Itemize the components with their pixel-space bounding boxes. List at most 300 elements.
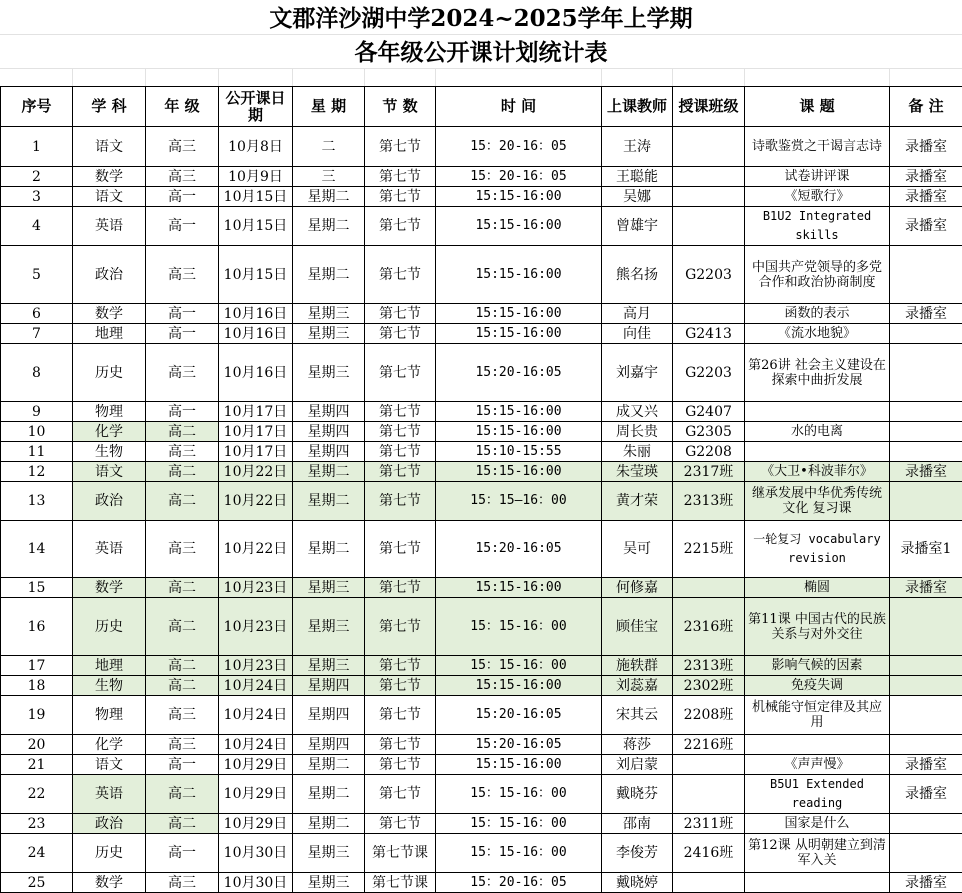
cell-grade: 高二 (146, 775, 219, 814)
cell-subject: 英语 (73, 775, 146, 814)
table-row (1, 598, 962, 656)
header-no: 序号 (1, 87, 73, 127)
table-row (1, 207, 962, 246)
cell-period: 第七节 (365, 442, 436, 462)
cell-teacher: 王涛 (602, 127, 673, 167)
cell-topic: 《大卫•科波菲尔》 (745, 462, 890, 482)
cell-note (890, 676, 962, 696)
cell-date: 10月24日 (219, 676, 293, 696)
cell-time: 15:15-16:00 (436, 207, 602, 246)
cell-period: 第七节 (365, 735, 436, 755)
cell-weekday: 星期三 (293, 598, 365, 656)
cell-no: 1 (1, 127, 73, 167)
cell-weekday: 星期三 (293, 304, 365, 324)
cell-topic (745, 442, 890, 462)
cell-grade: 高一 (146, 402, 219, 422)
cell-subject: 化学 (73, 735, 146, 755)
cell-time: 15:15-16:00 (436, 324, 602, 344)
cell-teacher: 朱莹瑛 (602, 462, 673, 482)
cell-topic: 免疫失调 (745, 676, 890, 696)
cell-date: 10月9日 (219, 167, 293, 187)
cell-weekday: 星期二 (293, 187, 365, 207)
cell-topic: 《流水地貌》 (745, 324, 890, 344)
cell-date: 10月24日 (219, 735, 293, 755)
cell-date: 10月30日 (219, 873, 293, 893)
cell-note (890, 598, 962, 656)
cell-note: 录播室1 (890, 521, 962, 578)
cell-grade: 高二 (146, 814, 219, 834)
cell-period: 第七节 (365, 462, 436, 482)
cell-teacher: 戴晓婷 (602, 873, 673, 893)
cell-date: 10月29日 (219, 814, 293, 834)
cell-date: 10月15日 (219, 246, 293, 304)
cell-weekday: 星期四 (293, 442, 365, 462)
cell-date: 10月17日 (219, 442, 293, 462)
cell-grade: 高一 (146, 304, 219, 324)
cell-period: 第七节 (365, 167, 436, 187)
cell-time: 15:15-16:00 (436, 462, 602, 482)
table-row (1, 304, 962, 324)
cell-weekday: 星期三 (293, 873, 365, 893)
cell-weekday: 星期二 (293, 775, 365, 814)
cell-period: 第七节课 (365, 834, 436, 873)
cell-teacher: 吴娜 (602, 187, 673, 207)
table-row (1, 462, 962, 482)
cell-no: 9 (1, 402, 73, 422)
cell-grade: 高二 (146, 422, 219, 442)
cell-teacher: 吴可 (602, 521, 673, 578)
cell-teacher: 宋其云 (602, 696, 673, 735)
cell-note (890, 402, 962, 422)
cell-topic (745, 402, 890, 422)
cell-grade: 高三 (146, 246, 219, 304)
cell-grade: 高一 (146, 324, 219, 344)
cell-time: 15：20-16：05 (436, 873, 602, 893)
header-grade: 年 级 (146, 87, 219, 127)
cell-teacher: 王聪能 (602, 167, 673, 187)
cell-period: 第七节 (365, 402, 436, 422)
cell-weekday: 三 (293, 167, 365, 187)
table-row (1, 834, 962, 873)
cell-class: G2413 (673, 324, 745, 344)
cell-subject: 数学 (73, 167, 146, 187)
table-row (1, 246, 962, 304)
cell-note (890, 422, 962, 442)
cell-weekday: 星期二 (293, 814, 365, 834)
cell-subject: 数学 (73, 873, 146, 893)
cell-note (890, 442, 962, 462)
cell-topic: 影响气候的因素 (745, 656, 890, 676)
table-row (1, 521, 962, 578)
cell-no: 23 (1, 814, 73, 834)
cell-period: 第七节 (365, 127, 436, 167)
cell-topic: 函数的表示 (745, 304, 890, 324)
cell-period: 第七节 (365, 598, 436, 656)
cell-date: 10月30日 (219, 834, 293, 873)
table-row (1, 422, 962, 442)
cell-note: 录播室 (890, 775, 962, 814)
cell-no: 13 (1, 482, 73, 521)
cell-no: 12 (1, 462, 73, 482)
cell-period: 第七节 (365, 324, 436, 344)
cell-topic: 继承发展中华优秀传统文化 复习课 (745, 482, 890, 521)
cell-teacher: 何修嘉 (602, 578, 673, 598)
cell-teacher: 蒋莎 (602, 735, 673, 755)
cell-note (890, 482, 962, 521)
cell-period: 第七节 (365, 422, 436, 442)
cell-time: 15:15-16:00 (436, 402, 602, 422)
cell-no: 11 (1, 442, 73, 462)
cell-class: G2305 (673, 422, 745, 442)
header-teacher: 上课教师 (602, 87, 673, 127)
cell-teacher: 刘嘉宇 (602, 344, 673, 402)
cell-class (673, 304, 745, 324)
cell-date: 10月8日 (219, 127, 293, 167)
cell-subject: 数学 (73, 304, 146, 324)
table-body (1, 127, 962, 893)
cell-grade: 高三 (146, 735, 219, 755)
cell-grade: 高二 (146, 578, 219, 598)
table-row (1, 482, 962, 521)
cell-teacher: 曾雄宇 (602, 207, 673, 246)
cell-subject: 数学 (73, 578, 146, 598)
cell-class: 2317班 (673, 462, 745, 482)
cell-subject: 语文 (73, 755, 146, 775)
cell-subject: 生物 (73, 676, 146, 696)
cell-topic: 《短歌行》 (745, 187, 890, 207)
cell-teacher: 刘蕊嘉 (602, 676, 673, 696)
cell-subject: 英语 (73, 521, 146, 578)
sheet-title: 文郡洋沙湖中学2024~2025学年上学期 (0, 2, 962, 36)
cell-date: 10月23日 (219, 578, 293, 598)
cell-subject: 英语 (73, 207, 146, 246)
cell-date: 10月15日 (219, 187, 293, 207)
cell-no: 8 (1, 344, 73, 402)
table-row (1, 442, 962, 462)
table-row (1, 775, 962, 814)
cell-time: 15:10-15:55 (436, 442, 602, 462)
table-row (1, 402, 962, 422)
cell-period: 第七节 (365, 676, 436, 696)
cell-teacher: 邵南 (602, 814, 673, 834)
cell-topic: 机械能守恒定律及其应用 (745, 696, 890, 735)
cell-time: 15:15-16:00 (436, 304, 602, 324)
cell-note: 录播室 (890, 873, 962, 893)
cell-subject: 历史 (73, 344, 146, 402)
cell-class: 2215班 (673, 521, 745, 578)
cell-teacher: 朱丽 (602, 442, 673, 462)
cell-subject: 物理 (73, 402, 146, 422)
cell-grade: 高三 (146, 344, 219, 402)
cell-subject: 政治 (73, 246, 146, 304)
cell-topic: 中国共产党领导的多党合作和政治协商制度 (745, 246, 890, 304)
cell-no: 14 (1, 521, 73, 578)
cell-topic: 第26讲 社会主义建设在探索中曲折发展 (745, 344, 890, 402)
cell-note (890, 735, 962, 755)
table-row (1, 735, 962, 755)
cell-period: 第七节 (365, 755, 436, 775)
cell-note: 录播室 (890, 755, 962, 775)
cell-note (890, 696, 962, 735)
cell-no: 3 (1, 187, 73, 207)
cell-weekday: 星期三 (293, 834, 365, 873)
cell-grade: 高一 (146, 834, 219, 873)
cell-class (673, 127, 745, 167)
cell-date: 10月16日 (219, 304, 293, 324)
cell-class (673, 775, 745, 814)
cell-weekday: 星期二 (293, 207, 365, 246)
cell-weekday: 星期三 (293, 344, 365, 402)
cell-class: G2208 (673, 442, 745, 462)
cell-topic: 第12课 从明朝建立到清军入关 (745, 834, 890, 873)
cell-time: 15：15—16：00 (436, 482, 602, 521)
cell-class: 2216班 (673, 735, 745, 755)
cell-grade: 高一 (146, 207, 219, 246)
cell-subject: 历史 (73, 598, 146, 656)
cell-no: 22 (1, 775, 73, 814)
cell-time: 15:20-16:05 (436, 735, 602, 755)
cell-topic: 一轮复习 vocabulary revision (745, 521, 890, 578)
cell-grade: 高三 (146, 442, 219, 462)
header-time: 时 间 (436, 87, 602, 127)
schedule-table (0, 86, 962, 893)
cell-no: 2 (1, 167, 73, 187)
cell-topic: 椭圆 (745, 578, 890, 598)
cell-note (890, 834, 962, 873)
cell-class (673, 207, 745, 246)
table-row (1, 324, 962, 344)
table-row (1, 656, 962, 676)
header-period: 节 数 (365, 87, 436, 127)
cell-period: 第七节 (365, 344, 436, 402)
cell-time: 15：15-16：00 (436, 598, 602, 656)
cell-subject: 语文 (73, 127, 146, 167)
cell-grade: 高三 (146, 696, 219, 735)
cell-subject: 地理 (73, 656, 146, 676)
cell-date: 10月29日 (219, 755, 293, 775)
cell-grade: 高三 (146, 873, 219, 893)
header-weekday: 星 期 (293, 87, 365, 127)
table-row (1, 187, 962, 207)
cell-no: 17 (1, 656, 73, 676)
cell-subject: 政治 (73, 482, 146, 521)
cell-no: 25 (1, 873, 73, 893)
cell-weekday: 星期二 (293, 462, 365, 482)
cell-no: 18 (1, 676, 73, 696)
cell-period: 第七节 (365, 578, 436, 598)
cell-subject: 语文 (73, 187, 146, 207)
cell-class: 2313班 (673, 656, 745, 676)
cell-period: 第七节 (365, 521, 436, 578)
table-row (1, 755, 962, 775)
cell-no: 6 (1, 304, 73, 324)
cell-class (673, 755, 745, 775)
cell-topic: B1U2 Integrated skills (745, 207, 890, 246)
cell-class: G2203 (673, 246, 745, 304)
cell-date: 10月22日 (219, 521, 293, 578)
header-class: 授课班级 (673, 87, 745, 127)
cell-no: 20 (1, 735, 73, 755)
cell-no: 5 (1, 246, 73, 304)
cell-topic: 试卷讲评课 (745, 167, 890, 187)
cell-time: 15:15-16:00 (436, 755, 602, 775)
cell-grade: 高二 (146, 482, 219, 521)
cell-date: 10月16日 (219, 324, 293, 344)
cell-period: 第七节 (365, 814, 436, 834)
cell-period: 第七节课 (365, 873, 436, 893)
cell-grade: 高一 (146, 187, 219, 207)
cell-time: 15：15-16：00 (436, 814, 602, 834)
cell-period: 第七节 (365, 656, 436, 676)
table-row (1, 167, 962, 187)
cell-date: 10月17日 (219, 402, 293, 422)
cell-time: 15：15-16：00 (436, 834, 602, 873)
cell-time: 15:20-16:05 (436, 344, 602, 402)
cell-weekday: 星期四 (293, 402, 365, 422)
cell-period: 第七节 (365, 696, 436, 735)
cell-note: 录播室 (890, 578, 962, 598)
cell-period: 第七节 (365, 207, 436, 246)
cell-teacher: 周长贵 (602, 422, 673, 442)
cell-teacher: 施轶群 (602, 656, 673, 676)
cell-no: 21 (1, 755, 73, 775)
cell-date: 10月22日 (219, 462, 293, 482)
cell-note: 录播室 (890, 207, 962, 246)
cell-grade: 高三 (146, 167, 219, 187)
cell-topic: 水的电离 (745, 422, 890, 442)
cell-weekday: 星期四 (293, 422, 365, 442)
table-row (1, 127, 962, 167)
cell-class (673, 187, 745, 207)
table-row (1, 578, 962, 598)
cell-teacher: 戴晓芬 (602, 775, 673, 814)
cell-date: 10月29日 (219, 775, 293, 814)
cell-subject: 政治 (73, 814, 146, 834)
cell-grade: 高二 (146, 462, 219, 482)
cell-time: 15：20-16：05 (436, 167, 602, 187)
cell-time: 15:20-16:05 (436, 696, 602, 735)
cell-class (673, 167, 745, 187)
cell-class (673, 578, 745, 598)
cell-date: 10月23日 (219, 598, 293, 656)
cell-class: 2416班 (673, 834, 745, 873)
cell-grade: 高二 (146, 598, 219, 656)
cell-teacher: 成又兴 (602, 402, 673, 422)
table-row (1, 814, 962, 834)
cell-teacher: 熊名扬 (602, 246, 673, 304)
cell-class: 2311班 (673, 814, 745, 834)
cell-topic: 第11课 中国古代的民族关系与对外交往 (745, 598, 890, 656)
cell-no: 4 (1, 207, 73, 246)
cell-class: G2203 (673, 344, 745, 402)
cell-weekday: 星期四 (293, 696, 365, 735)
cell-teacher: 高月 (602, 304, 673, 324)
cell-subject: 化学 (73, 422, 146, 442)
cell-grade: 高三 (146, 521, 219, 578)
cell-no: 10 (1, 422, 73, 442)
cell-date: 10月16日 (219, 344, 293, 402)
cell-class: 2313班 (673, 482, 745, 521)
cell-class: 2302班 (673, 676, 745, 696)
cell-time: 15：15-16：00 (436, 775, 602, 814)
cell-note (890, 814, 962, 834)
cell-period: 第七节 (365, 775, 436, 814)
table-row (1, 676, 962, 696)
cell-class: 2208班 (673, 696, 745, 735)
cell-date: 10月23日 (219, 656, 293, 676)
cell-grade: 高二 (146, 676, 219, 696)
cell-teacher: 向佳 (602, 324, 673, 344)
cell-note: 录播室 (890, 462, 962, 482)
cell-time: 15：20-16：05 (436, 127, 602, 167)
cell-time: 15:15-16:00 (436, 422, 602, 442)
cell-note (890, 344, 962, 402)
cell-no: 19 (1, 696, 73, 735)
cell-date: 10月24日 (219, 696, 293, 735)
sheet-subtitle: 各年级公开课计划统计表 (0, 36, 962, 70)
cell-weekday: 星期三 (293, 656, 365, 676)
cell-topic (745, 735, 890, 755)
cell-topic: B5U1 Extended reading (745, 775, 890, 814)
cell-note (890, 246, 962, 304)
cell-weekday: 星期二 (293, 755, 365, 775)
cell-time: 15:20-16:05 (436, 521, 602, 578)
cell-no: 7 (1, 324, 73, 344)
cell-no: 16 (1, 598, 73, 656)
cell-weekday: 星期二 (293, 246, 365, 304)
cell-weekday: 星期二 (293, 482, 365, 521)
cell-subject: 生物 (73, 442, 146, 462)
cell-time: 15:15-16:00 (436, 578, 602, 598)
cell-subject: 语文 (73, 462, 146, 482)
cell-no: 24 (1, 834, 73, 873)
cell-date: 10月15日 (219, 207, 293, 246)
cell-topic: 《声声慢》 (745, 755, 890, 775)
cell-subject: 物理 (73, 696, 146, 735)
cell-no: 15 (1, 578, 73, 598)
cell-grade: 高一 (146, 755, 219, 775)
cell-weekday: 二 (293, 127, 365, 167)
cell-date: 10月22日 (219, 482, 293, 521)
cell-note (890, 324, 962, 344)
cell-weekday: 星期三 (293, 324, 365, 344)
cell-note: 录播室 (890, 187, 962, 207)
cell-time: 15:15-16:00 (436, 187, 602, 207)
cell-period: 第七节 (365, 246, 436, 304)
cell-class: 2316班 (673, 598, 745, 656)
header-topic: 课 题 (745, 87, 890, 127)
cell-teacher: 李俊芳 (602, 834, 673, 873)
cell-teacher: 顾佳宝 (602, 598, 673, 656)
cell-weekday: 星期二 (293, 521, 365, 578)
cell-period: 第七节 (365, 482, 436, 521)
cell-topic: 诗歌鉴赏之干谒言志诗 (745, 127, 890, 167)
cell-weekday: 星期四 (293, 735, 365, 755)
cell-time: 15:15-16:00 (436, 676, 602, 696)
cell-period: 第七节 (365, 187, 436, 207)
cell-period: 第七节 (365, 304, 436, 324)
cell-note: 录播室 (890, 127, 962, 167)
cell-subject: 地理 (73, 324, 146, 344)
cell-date: 10月17日 (219, 422, 293, 442)
cell-time: 15:15-16:00 (436, 246, 602, 304)
cell-subject: 历史 (73, 834, 146, 873)
cell-topic: 国家是什么 (745, 814, 890, 834)
cell-grade: 高二 (146, 656, 219, 676)
table-row (1, 344, 962, 402)
cell-class: G2407 (673, 402, 745, 422)
cell-teacher: 刘启蒙 (602, 755, 673, 775)
